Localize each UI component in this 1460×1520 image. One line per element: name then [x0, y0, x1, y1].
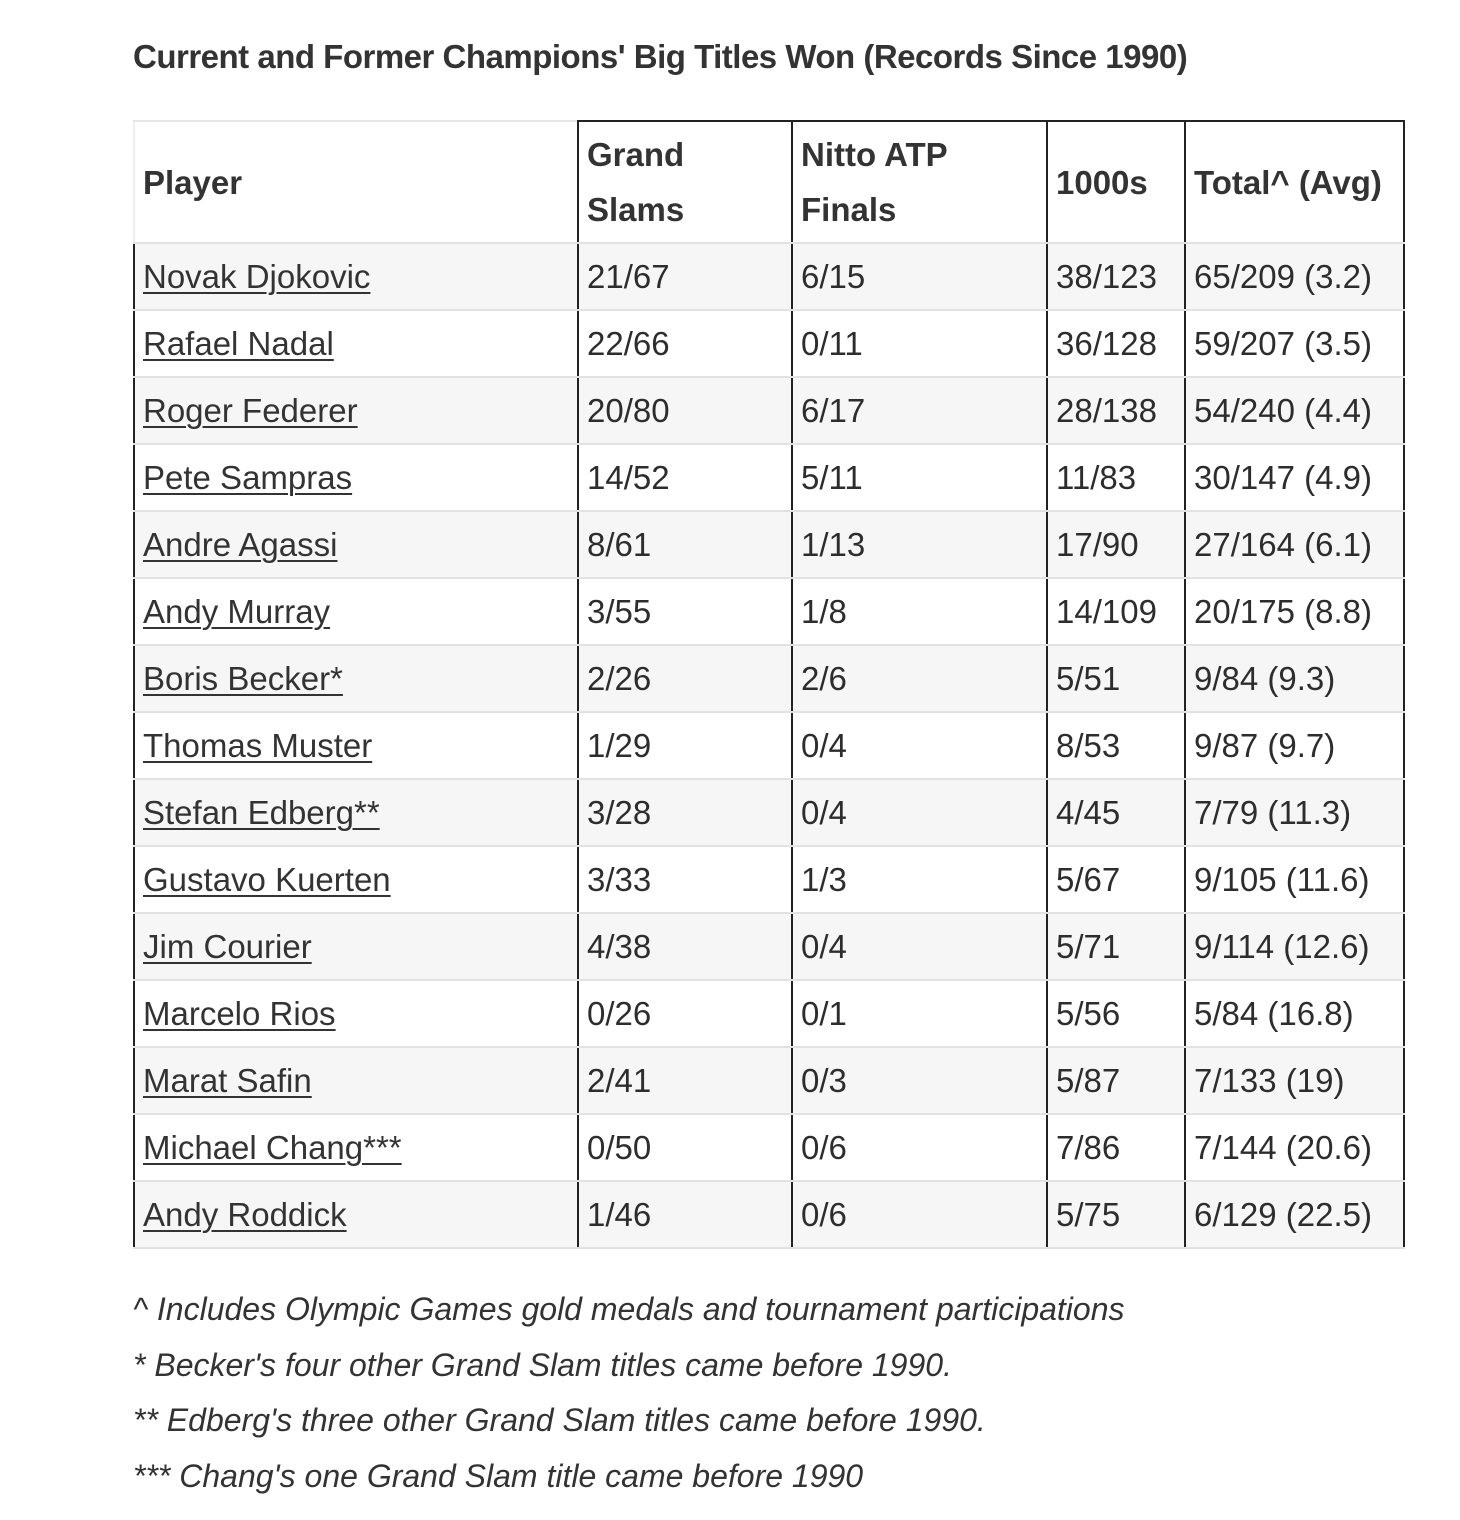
table-row: [134, 779, 1404, 846]
table-row: [134, 377, 1404, 444]
player-link[interactable]: Marat Safin: [143, 1061, 312, 1099]
header-1000s: 1000s: [1047, 121, 1185, 243]
cell-1000s: 36/128: [1047, 310, 1185, 377]
cell-grand-slams: 22/66: [578, 310, 792, 377]
player-link[interactable]: Boris Becker*: [143, 659, 343, 697]
player-link[interactable]: Andre Agassi: [143, 525, 338, 563]
table-row: [134, 444, 1404, 511]
cell-total: 9/87 (9.7): [1185, 712, 1404, 779]
cell-atp-finals: 0/4: [792, 712, 1047, 779]
cell-1000s: 5/56: [1047, 980, 1185, 1047]
cell-atp-finals: 0/4: [792, 779, 1047, 846]
table-row: [134, 511, 1404, 578]
table-row: [134, 846, 1404, 913]
cell-1000s: 5/71: [1047, 913, 1185, 980]
table-row: [134, 243, 1404, 310]
cell-atp-finals: 6/17: [792, 377, 1047, 444]
table-row: [134, 645, 1404, 712]
table-row: [134, 980, 1404, 1047]
cell-grand-slams: 1/29: [578, 712, 792, 779]
cell-1000s: 8/53: [1047, 712, 1185, 779]
cell-grand-slams: 3/55: [578, 578, 792, 645]
cell-grand-slams: 2/41: [578, 1047, 792, 1114]
table-row: [134, 712, 1404, 779]
cell-grand-slams: 1/46: [578, 1181, 792, 1248]
cell-1000s: 5/75: [1047, 1181, 1185, 1248]
cell-atp-finals: 1/3: [792, 846, 1047, 913]
table-row: [134, 1181, 1404, 1248]
table-row: [134, 578, 1404, 645]
player-link[interactable]: Rafael Nadal: [143, 324, 334, 362]
cell-1000s: 28/138: [1047, 377, 1185, 444]
cell-player: [134, 511, 578, 578]
cell-atp-finals: 6/15: [792, 243, 1047, 310]
table-row: [134, 913, 1404, 980]
player-link[interactable]: Jim Courier: [143, 927, 312, 965]
cell-player: [134, 846, 578, 913]
player-link[interactable]: Roger Federer: [143, 391, 358, 429]
cell-total: 54/240 (4.4): [1185, 377, 1404, 444]
cell-grand-slams: 3/28: [578, 779, 792, 846]
cell-total: 9/105 (11.6): [1185, 846, 1404, 913]
player-link[interactable]: Stefan Edberg**: [143, 793, 380, 831]
cell-grand-slams: 4/38: [578, 913, 792, 980]
table-body: [134, 243, 1404, 1248]
cell-total: 7/79 (11.3): [1185, 779, 1404, 846]
cell-1000s: 5/67: [1047, 846, 1185, 913]
table-row: [134, 1047, 1404, 1114]
cell-player: [134, 645, 578, 712]
header-atp-finals: Nitto ATP Finals: [792, 121, 1047, 243]
player-link[interactable]: Pete Sampras: [143, 458, 353, 496]
champions-table: [133, 120, 1405, 1249]
cell-player: [134, 712, 578, 779]
cell-1000s: 11/83: [1047, 444, 1185, 511]
table-title: Current and Former Champions' Big Titles Won (Records Since 1990): [133, 38, 1188, 75]
cell-atp-finals: 0/4: [792, 913, 1047, 980]
cell-total: 30/147 (4.9): [1185, 444, 1404, 511]
cell-player: [134, 578, 578, 645]
cell-atp-finals: 0/6: [792, 1181, 1047, 1248]
table-row: [134, 1114, 1404, 1181]
cell-total: 20/175 (8.8): [1185, 578, 1404, 645]
cell-grand-slams: 0/50: [578, 1114, 792, 1181]
cell-grand-slams: 2/26: [578, 645, 792, 712]
cell-player: [134, 1047, 578, 1114]
footnote-edberg: ** Edberg's three other Grand Slam titles came before 1990.: [133, 1402, 986, 1438]
cell-grand-slams: 3/33: [578, 846, 792, 913]
cell-total: 65/209 (3.2): [1185, 243, 1404, 310]
cell-grand-slams: 0/26: [578, 980, 792, 1047]
cell-1000s: 17/90: [1047, 511, 1185, 578]
cell-total: 7/133 (19): [1185, 1047, 1404, 1114]
cell-atp-finals: 1/13: [792, 511, 1047, 578]
cell-total: 9/84 (9.3): [1185, 645, 1404, 712]
cell-1000s: 5/87: [1047, 1047, 1185, 1114]
player-link[interactable]: Novak Djokovic: [143, 257, 371, 295]
cell-1000s: 38/123: [1047, 243, 1185, 310]
player-link[interactable]: Michael Chang***: [143, 1128, 402, 1166]
header-grand-slams: Grand Slams: [578, 121, 792, 243]
player-link[interactable]: Gustavo Kuerten: [143, 860, 391, 898]
cell-player: [134, 243, 578, 310]
footnote-chang: *** Chang's one Grand Slam title came before 1990: [133, 1457, 864, 1494]
cell-total: 27/164 (6.1): [1185, 511, 1404, 578]
cell-atp-finals: 1/8: [792, 578, 1047, 645]
cell-total: 5/84 (16.8): [1185, 980, 1404, 1047]
player-link[interactable]: Andy Roddick: [143, 1195, 347, 1233]
cell-atp-finals: 5/11: [792, 444, 1047, 511]
cell-total: 6/129 (22.5): [1185, 1181, 1404, 1248]
player-link[interactable]: Marcelo Rios: [143, 994, 336, 1032]
header-player: Player: [134, 121, 578, 243]
cell-player: [134, 913, 578, 980]
table-row: [134, 310, 1404, 377]
cell-grand-slams: 14/52: [578, 444, 792, 511]
cell-1000s: 14/109: [1047, 578, 1185, 645]
cell-player: [134, 377, 578, 444]
footnotes: [133, 1282, 1125, 1504]
cell-atp-finals: 0/6: [792, 1114, 1047, 1181]
cell-player: [134, 444, 578, 511]
cell-total: 59/207 (3.5): [1185, 310, 1404, 377]
header-total: Total^ (Avg): [1185, 121, 1404, 243]
cell-player: [134, 1181, 578, 1248]
cell-player: [134, 310, 578, 377]
cell-1000s: 7/86: [1047, 1114, 1185, 1181]
cell-player: [134, 779, 578, 846]
cell-player: [134, 980, 578, 1047]
cell-atp-finals: 0/1: [792, 980, 1047, 1047]
cell-atp-finals: 0/11: [792, 310, 1047, 377]
player-link[interactable]: Thomas Muster: [143, 726, 373, 764]
footnote-olympics: ^ Includes Olympic Games gold medals and tournament participations: [133, 1291, 1125, 1327]
player-link[interactable]: Andy Murray: [143, 592, 331, 630]
cell-atp-finals: 0/3: [792, 1047, 1047, 1114]
cell-atp-finals: 2/6: [792, 645, 1047, 712]
cell-total: 9/114 (12.6): [1185, 913, 1404, 980]
cell-grand-slams: 8/61: [578, 511, 792, 578]
cell-player: [134, 1114, 578, 1181]
cell-grand-slams: 20/80: [578, 377, 792, 444]
cell-total: 7/144 (20.6): [1185, 1114, 1404, 1181]
cell-1000s: 5/51: [1047, 645, 1185, 712]
cell-grand-slams: 21/67: [578, 243, 792, 310]
cell-1000s: 4/45: [1047, 779, 1185, 846]
footnote-becker: * Becker's four other Grand Slam titles came before 1990.: [133, 1346, 952, 1383]
table-header-row: [134, 121, 1404, 243]
